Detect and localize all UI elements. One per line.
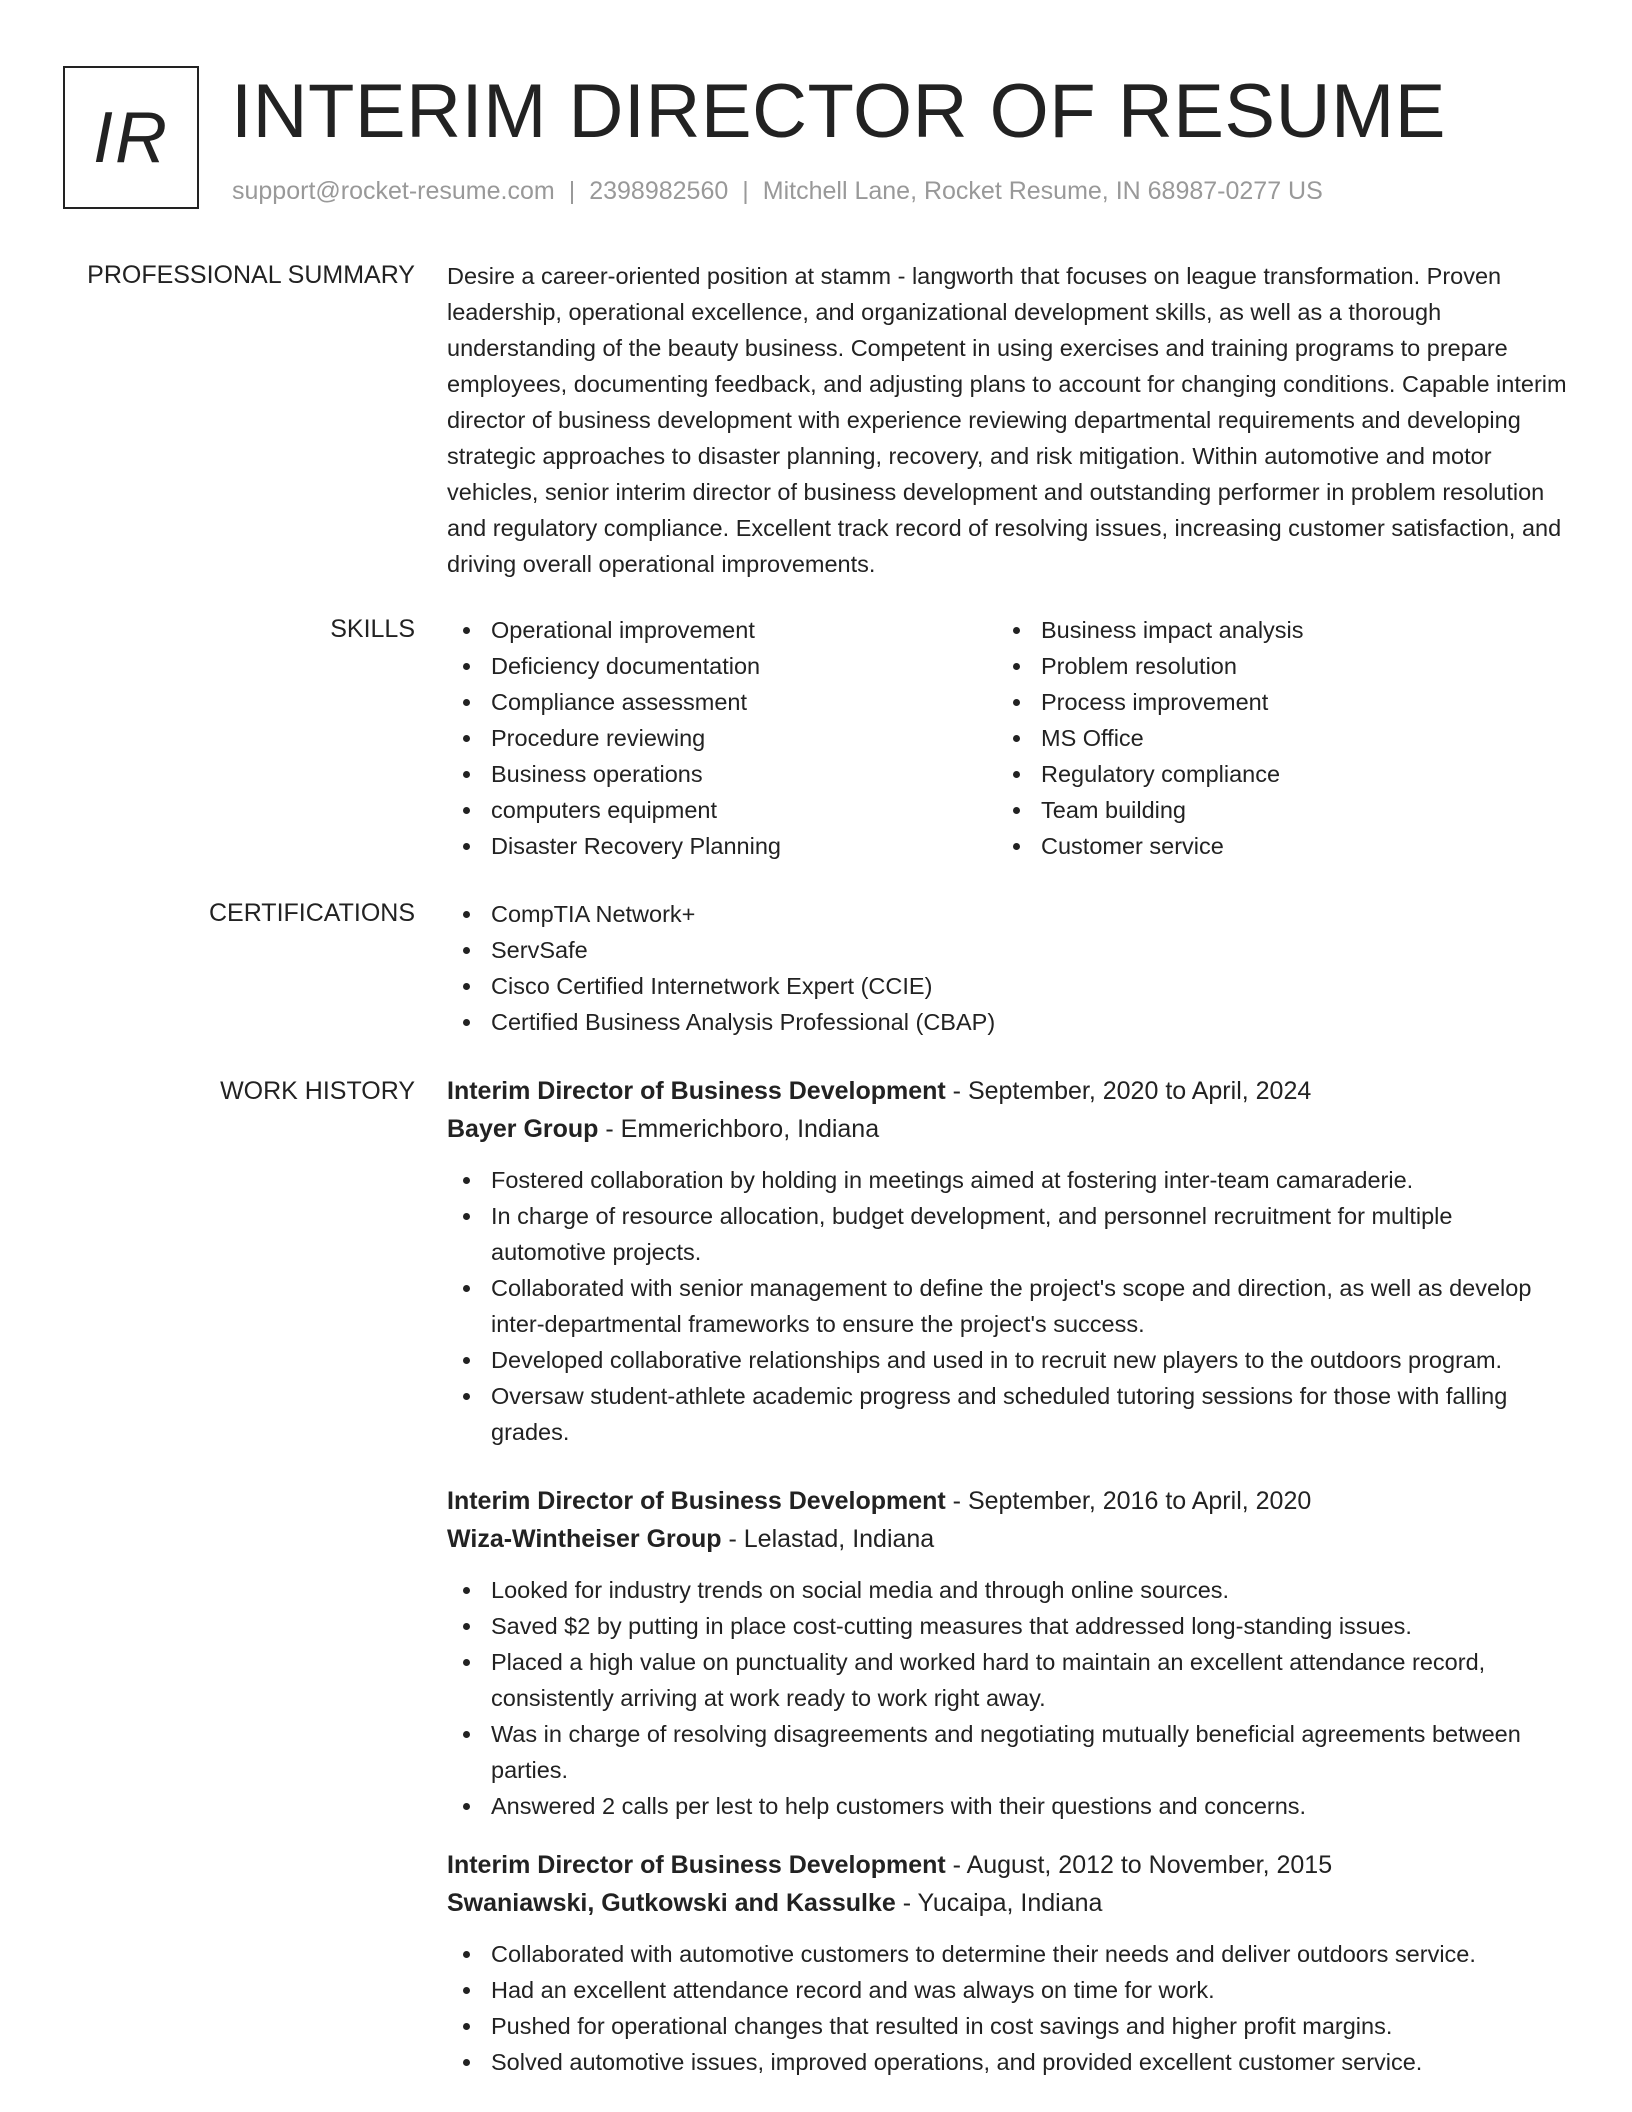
certifications-heading: CERTIFICATIONS <box>208 899 415 927</box>
job-duty-item: Was in charge of resolving disagreements and negotiating mutually beneficial agreements between parties. <box>447 1716 1572 1788</box>
skill-item: Procedure reviewing <box>447 720 997 756</box>
job-title-line <box>447 1482 1572 1520</box>
job-duty-item: Oversaw student-athlete academic progress and scheduled tutoring sessions for those with falling grades. <box>447 1378 1572 1450</box>
job-location: - Emmerichboro, Indiana <box>598 1115 880 1143</box>
job-title: Interim Director of Business Development <box>447 1487 946 1515</box>
skill-item: Business operations <box>447 756 997 792</box>
certification-item: Certified Business Analysis Professional (CBAP) <box>447 1004 1572 1040</box>
job-dates: - August, 2012 to November, 2015 <box>945 1851 1333 1879</box>
job-duty-item: Saved $2 by putting in place cost-cutting measures that addressed long-standing issues. <box>447 1608 1572 1644</box>
contact-separator: | <box>568 177 576 205</box>
job-company: Bayer Group <box>447 1115 599 1143</box>
certifications-list <box>447 896 1572 1040</box>
candidate-name: INTERIM DIRECTOR OF RESUME <box>231 69 1446 154</box>
job-company-line <box>447 1110 1572 1148</box>
skill-item: Process improvement <box>997 684 1547 720</box>
job-title-line <box>447 1846 1572 1884</box>
skill-item: computers equipment <box>447 792 997 828</box>
job-entry <box>447 1846 1572 2080</box>
resume-header <box>63 66 1583 216</box>
job-title: Interim Director of Business Development <box>447 1851 946 1879</box>
skill-item: Business impact analysis <box>997 612 1547 648</box>
summary-heading: PROFESSIONAL SUMMARY <box>87 261 415 289</box>
monogram-initials: IR <box>93 97 169 178</box>
job-duty-item: Fostered collaboration by holding in meetings aimed at fostering inter-team camaraderie. <box>447 1162 1572 1198</box>
certification-item: ServSafe <box>447 932 1572 968</box>
job-duty-item: Pushed for operational changes that resulted in cost savings and higher profit margins. <box>447 2008 1572 2044</box>
job-duty-item: Placed a high value on punctuality and worked hard to maintain an excellent attendance record, consistently arriving at work ready to work right away. <box>447 1644 1572 1716</box>
job-entry <box>447 1072 1572 1450</box>
skill-item: Customer service <box>997 828 1547 864</box>
certifications-body <box>447 896 1572 1040</box>
job-dates: - September, 2020 to April, 2024 <box>945 1077 1312 1105</box>
skill-item: Compliance assessment <box>447 684 997 720</box>
job-duty-item: Had an excellent attendance record and was always on time for work. <box>447 1972 1572 2008</box>
job-duty-item: Collaborated with automotive customers to determine their needs and deliver outdoors service. <box>447 1936 1572 1972</box>
job-company: Wiza-Wintheiser Group <box>447 1525 722 1553</box>
job-duty-item: Solved automotive issues, improved operations, and provided excellent customer service. <box>447 2044 1572 2080</box>
job-company: Swaniawski, Gutkowski and Kassulke <box>447 1889 896 1917</box>
job-duty-item: In charge of resource allocation, budget development, and personnel recruitment for multiple automotive projects. <box>447 1198 1572 1270</box>
skills-columns <box>447 612 1572 864</box>
job-duty-item: Collaborated with senior management to define the project's scope and direction, as well as develop inter-departmental frameworks to ensure the project's success. <box>447 1270 1572 1342</box>
work-history-heading: WORK HISTORY <box>220 1077 415 1105</box>
skills-list-left <box>447 612 997 864</box>
monogram-badge <box>63 66 199 209</box>
job-duties-list <box>447 1162 1572 1450</box>
certification-item: Cisco Certified Internetwork Expert (CCIE) <box>447 968 1572 1004</box>
work-history-body <box>447 1072 1572 2080</box>
contact-separator: | <box>742 177 749 205</box>
skills-list-right <box>997 612 1547 864</box>
job-duty-item: Looked for industry trends on social media and through online sources. <box>447 1572 1572 1608</box>
skill-item: Operational improvement <box>447 612 997 648</box>
job-company-line <box>447 1884 1572 1922</box>
contact-address: Mitchell Lane, Rocket Resume, IN 68987-0277 US <box>762 177 1323 205</box>
contact-line <box>232 174 1323 208</box>
contact-email: support@rocket-resume.com <box>232 177 555 205</box>
certification-item: CompTIA Network+ <box>447 896 1572 932</box>
job-location: - Yucaipa, Indiana <box>895 1889 1103 1917</box>
job-company-line <box>447 1520 1572 1558</box>
skill-item: Regulatory compliance <box>997 756 1547 792</box>
job-title: Interim Director of Business Development <box>447 1077 946 1105</box>
skill-item: MS Office <box>997 720 1547 756</box>
skill-item: Problem resolution <box>997 648 1547 684</box>
contact-phone: 2398982560 <box>589 177 729 205</box>
job-duty-item: Developed collaborative relationships and used in to recruit new players to the outdoors program. <box>447 1342 1572 1378</box>
skill-item: Deficiency documentation <box>447 648 997 684</box>
job-dates: - September, 2016 to April, 2020 <box>945 1487 1312 1515</box>
skills-heading: SKILLS <box>330 615 415 643</box>
summary-text: Desire a career-oriented position at stamm - langworth that focuses on league transformation. Proven leadership, operational excellence, and organizational development skills, as well as a thorough understanding of the beauty business. Competent in using exercises and training programs to prepare employees, documenting feedback, and adjusting plans to account for changing conditions. Capable interim director of business development with experience reviewing departmental requirements and developing strategic approaches to disaster planning, recovery, and risk mitigation. Within automotive and motor vehicles, senior interim director of business development and outstanding performer in problem resolution and regulatory compliance. Excellent track record of resolving issues, increasing customer satisfaction, and driving overall operational improvements. <box>447 263 1567 577</box>
skill-item: Team building <box>997 792 1547 828</box>
skill-item: Disaster Recovery Planning <box>447 828 997 864</box>
job-duties-list <box>447 1572 1572 1824</box>
job-location: - Lelastad, Indiana <box>721 1525 935 1553</box>
job-title-line <box>447 1072 1572 1110</box>
job-entry <box>447 1482 1572 1824</box>
job-duty-item: Answered 2 calls per lest to help customers with their questions and concerns. <box>447 1788 1572 1824</box>
job-duties-list <box>447 1936 1572 2080</box>
